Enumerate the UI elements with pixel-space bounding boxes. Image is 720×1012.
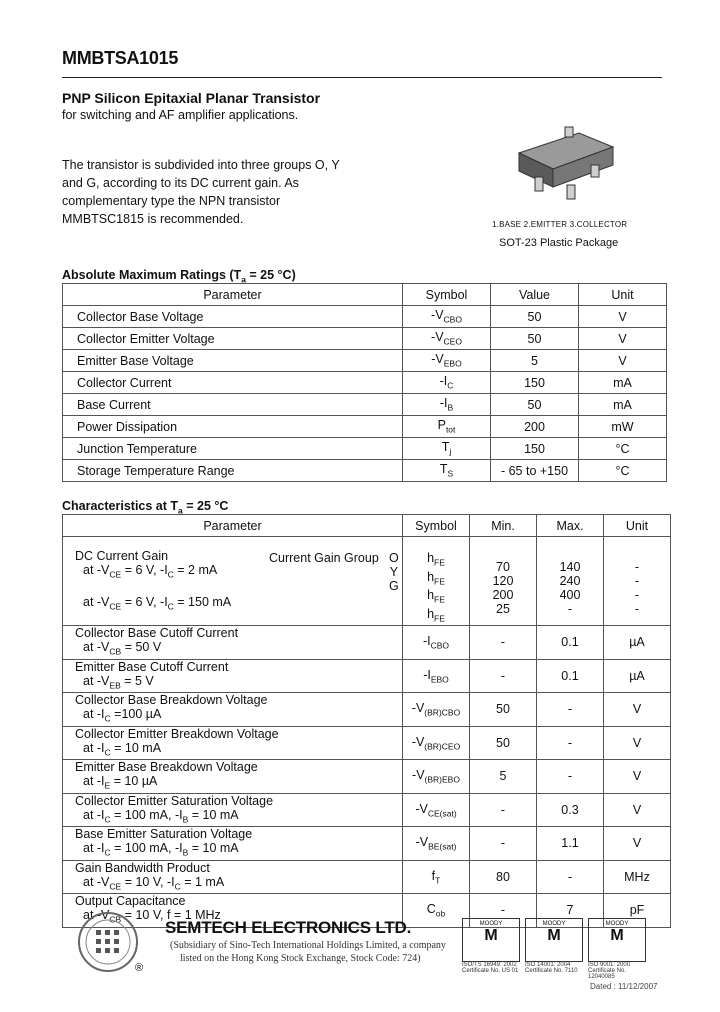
table-row: Output Capacitance at $-V_{CB} = 10$ V, f = 1 MHz $C_{ob}$ - 7 pF (63, 894, 671, 928)
cert-badge-iso-ts: MOODY M (462, 918, 520, 962)
table-row: Storage Temperature Range $T_S$ - 65 to +150 °C (63, 460, 667, 482)
registered-mark: ® (135, 962, 144, 974)
gain-group-label: Current Gain Group (269, 551, 379, 565)
table-row: Emitter Base Voltage $-V_{EBO}$ 5 V (63, 350, 667, 372)
company-name: SEMTECH ELECTRONICS LTD. (165, 918, 412, 937)
header-min: Min. (470, 515, 537, 537)
table-row: Collector Emitter Saturation Voltage at $-I_C = 100$ mA, $-I_B = 10$ mA $-V_{CE(sat)}$ - 0.3 V (63, 793, 671, 827)
gain-group-letters: O Y G (389, 551, 399, 593)
package-name: SOT-23 Plastic Package (499, 237, 619, 249)
header-max: Max. (537, 515, 604, 537)
table-row: Collector Emitter Breakdown Voltage at $-I_C = 10$ mA $-V_{(BR)CEO}$ 50 - V (63, 726, 671, 760)
company-listing-line: listed on the Hong Kong Stock Exchange, Stock Code: 724) (180, 953, 421, 964)
table-row: Base Emitter Saturation Voltage at $-I_C = 100$ mA, $-I_B = 10$ mA $-V_{BE(sat)}$ - 1.1 V (63, 827, 671, 861)
package-pin-labels: 1.BASE 2.EMITTER 3.COLLECTOR (492, 220, 628, 229)
description-paragraph (62, 156, 362, 228)
moody-m-icon: M (547, 927, 561, 944)
device-subtitle: PNP Silicon Epitaxial Planar Transistor (62, 90, 321, 106)
device-application: for switching and AF amplifier applications. (62, 108, 299, 122)
table-row: Emitter Base Breakdown Voltage at $-I_E = 10$ µA $-V_{(BR)EBO}$ 5 - V (63, 760, 671, 794)
moody-m-icon: M (484, 927, 498, 944)
sot23-package-image (505, 125, 625, 215)
table-header-row (63, 515, 671, 537)
header-parameter: Parameter (63, 515, 403, 537)
header-parameter: Parameter (63, 284, 403, 306)
header-value: Value (491, 284, 579, 306)
table-row-dc-gain: DC Current Gain at $-V_{CE} = 6$ V, $-I_C = 2$ mA at $-V_{CE} = 6$ V, $-I_C = 150$ mA Current Gain Group O Y G $h_{FE}$ $h_{FE}$ $h_{FE}$ $h_{FE}$ 70 120 200 25 140 240 400 - - - - - (63, 537, 671, 626)
moody-m-icon: M (610, 927, 624, 944)
company-subsidiary-line: (Subsidiary of Sino-Tech International Holdings Limited, a company (170, 940, 446, 951)
header-unit: Unit (604, 515, 671, 537)
dated-stamp: Dated : 11/12/2007 (590, 982, 658, 991)
description-line: The transistor is subdivided into three groups O, Y (62, 158, 340, 172)
table-row: Collector Current $-I_C$ 150 mA (63, 372, 667, 394)
description-line: complementary type the NPN transistor (62, 194, 281, 208)
cert-caption: ISO 14001: 2004 Certificate No. 7110 (525, 962, 578, 974)
table-row: Power Dissipation $P_{tot}$ 200 mW (63, 416, 667, 438)
title-rule (62, 77, 662, 78)
table-row: Collector Emitter Voltage $-V_{CEO}$ 50 V (63, 328, 667, 350)
document-title: MMBTSA1015 (62, 48, 179, 68)
cert-badge-iso-14001: MOODY M (525, 918, 583, 962)
description-line: MMBTSC1815 is recommended. (62, 212, 244, 226)
abs-max-table (62, 283, 667, 482)
cert-caption: ISO 9001: 2000 Certificate No. 12040085 (588, 962, 631, 980)
table-row: Gain Bandwidth Product at $-V_{CE} = 10$ V, $-I_C = 1$ mA $f_T$ 80 - MHz (63, 860, 671, 894)
table-row: Collector Base Breakdown Voltage at $-I_C =100$ µA $-V_{(BR)CBO}$ 50 - V (63, 693, 671, 727)
table-row: Emitter Base Cutoff Current at $-V_{EB} = 5$ V $-I_{EBO}$ - 0.1 µA (63, 659, 671, 693)
abs-max-title: Absolute Maximum Ratings ($T_a = 25$ °C) (62, 268, 296, 285)
cert-badge-iso-9001: MOODY M (588, 918, 646, 962)
header-symbol: Symbol (403, 515, 470, 537)
table-row: Base Current $-I_B$ 50 mA (63, 394, 667, 416)
header-unit: Unit (579, 284, 667, 306)
header-symbol: Symbol (403, 284, 491, 306)
table-row: Collector Base Cutoff Current at $-V_{CB} = 50$ V $-I_{CBO}$ - 0.1 µA (63, 626, 671, 660)
table-row: Junction Temperature $T_j$ 150 °C (63, 438, 667, 460)
table-header-row (63, 284, 667, 306)
cert-caption: ISO/TS 16949: 2002 Certificate No. US 01 (462, 962, 519, 974)
characteristics-table (62, 514, 671, 928)
table-row: Collector Base Voltage $-V_{CBO}$ 50 V (63, 306, 667, 328)
characteristics-title: Characteristics at $T_a = 25$ °C (62, 499, 229, 516)
semtech-logo-icon (76, 910, 140, 974)
description-line: and G, according to its DC current gain. As (62, 176, 299, 190)
